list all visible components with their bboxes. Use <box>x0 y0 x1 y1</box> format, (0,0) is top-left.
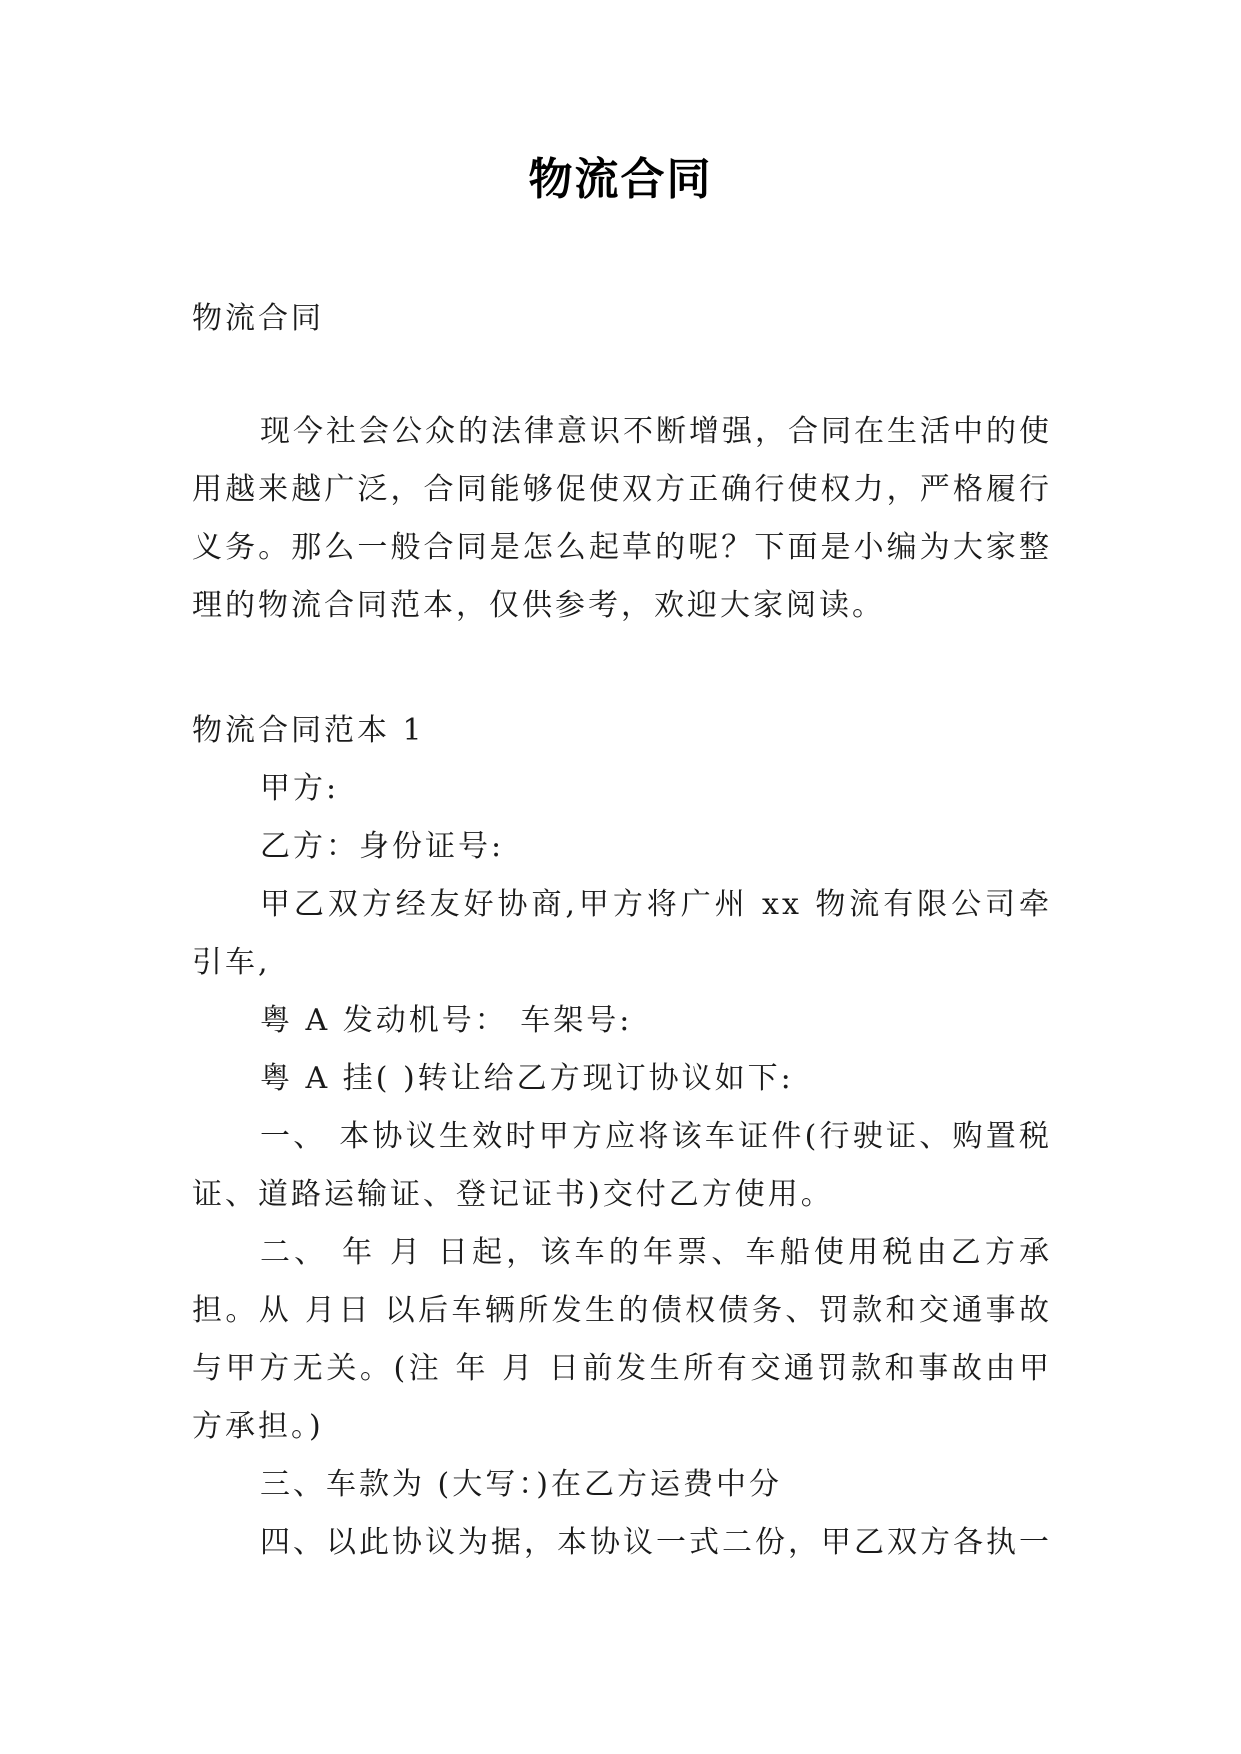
document-title: 物流合同 <box>528 154 713 205</box>
clause-3: 三、车款为 (大写：)在乙方运费中分 <box>260 1467 782 1502</box>
engine-number-line: 粤 A 发动机号： 车架号: <box>260 1003 633 1038</box>
section-title: 物流合同范本 1 <box>192 713 425 748</box>
clause-4: 四、以此协议为据，本协议一式二份，甲乙双方各执一 <box>260 1525 1052 1560</box>
clause-2: 二、 年 月 日起，该车的年票、车船使用税由乙方承担。从 月日 以后车辆所发生的债权债务、罚款和交通事故与甲方无关。(注 年 月 日前发生所有交通罚款和事故由甲方承担。) <box>192 1235 1052 1444</box>
party-a-line: 甲方: <box>260 771 340 806</box>
agreement-paragraph: 甲乙双方经友好协商,甲方将广州 xx 物流有限公司牵引车, <box>192 887 1052 980</box>
trailer-transfer-line: 粤 A 挂( )转让给乙方现订协议如下: <box>260 1061 794 1096</box>
party-b-line: 乙方：身份证号: <box>260 829 505 864</box>
intro-paragraph: 现今社会公众的法律意识不断增强，合同在生活中的使用越来越广泛，合同能够促使双方正确行使权力，严格履行义务。那么一般合同是怎么起草的呢？下面是小编为大家整理的物流合同范本，仅供参考，欢迎大家阅读。 <box>192 414 1052 623</box>
document-subheading: 物流合同 <box>192 301 324 336</box>
clause-1: 一、 本协议生效时甲方应将该车证件(行驶证、购置税证、道路运输证、登记证书)交付乙方使用。 <box>192 1119 1052 1212</box>
contract-clauses <box>192 760 1052 1572</box>
